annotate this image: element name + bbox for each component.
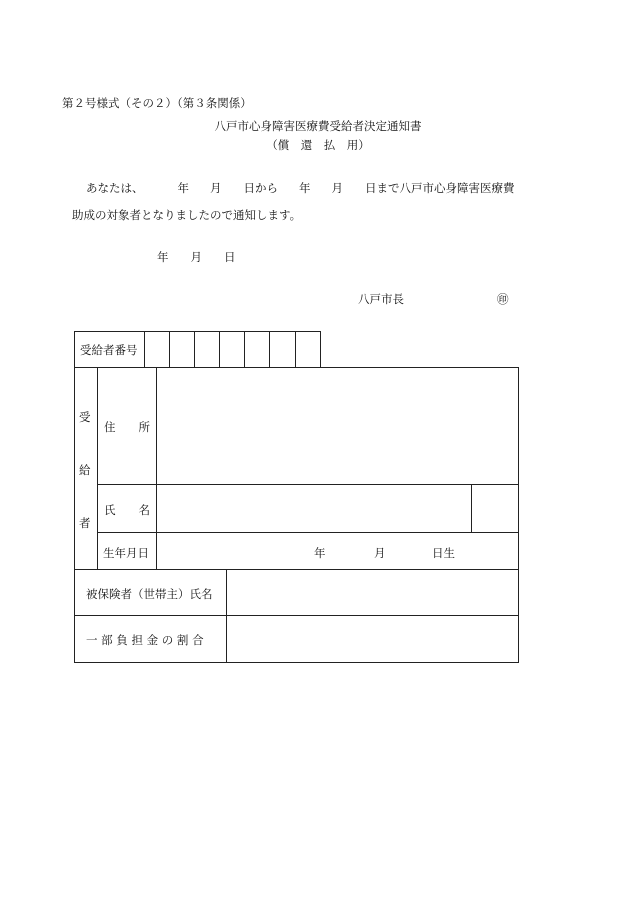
document-subtitle: （償 還 払 用）: [266, 138, 370, 152]
birth-year-label: 年: [314, 546, 326, 560]
recipient-number-digit-6[interactable]: [270, 332, 295, 367]
body-intro: あなたは、: [86, 181, 144, 195]
form-number: 第２号様式（その２）（第３条関係）: [62, 96, 252, 110]
recipient-number-label: 受給者番号: [80, 343, 138, 357]
recipient-group-char-1: 受: [79, 410, 91, 424]
body-paragraph-line2: 助成の対象者となりましたので通知します。: [72, 208, 302, 222]
name-label: 氏 名: [104, 503, 150, 517]
recipient-group-char-3: 者: [79, 516, 91, 530]
copay-ratio-label: 一 部 負 担 金 の 割 合: [86, 633, 204, 647]
address-field[interactable]: [157, 368, 518, 484]
end-month-label: 月: [331, 181, 343, 195]
recipient-number-digit-2[interactable]: [170, 332, 194, 367]
issue-month-label: 月: [190, 250, 202, 264]
document-title: 八戸市心身障害医療費受給者決定通知書: [214, 119, 422, 133]
address-label: 住 所: [104, 420, 150, 434]
issue-date: [157, 249, 236, 265]
recipient-number-digit-5[interactable]: [245, 332, 269, 367]
start-day-label: 日から: [243, 181, 278, 195]
birth-day-label: 日生: [432, 546, 455, 560]
mayor-signature: 八戸市長: [358, 292, 404, 306]
body-continuation: 日まで八戸市心身障害医療費: [365, 181, 515, 195]
insured-name-field[interactable]: [227, 570, 518, 615]
start-month-label: 月: [210, 181, 222, 195]
birth-month-label: 月: [374, 546, 386, 560]
recipient-number-digit-4[interactable]: [220, 332, 244, 367]
recipient-number-digit-1[interactable]: [145, 332, 170, 367]
start-year-label: 年: [177, 181, 189, 195]
copay-ratio-field[interactable]: [227, 616, 518, 662]
issue-year-label: 年: [157, 250, 169, 264]
end-year-label: 年: [299, 181, 311, 195]
recipient-number-digit-3[interactable]: [195, 332, 219, 367]
body-paragraph-line1: [86, 180, 515, 196]
issue-day-label: 日: [224, 250, 236, 264]
recipient-group-char-2: 給: [79, 463, 91, 477]
birthdate-label: 生年月日: [103, 546, 149, 560]
seal-mark: ㊞: [497, 292, 509, 306]
insured-name-label: 被保険者（世帯主）氏名: [86, 587, 213, 601]
name-seal-box[interactable]: [472, 485, 518, 532]
name-field[interactable]: [157, 485, 471, 532]
recipient-number-digit-7[interactable]: [296, 332, 320, 367]
